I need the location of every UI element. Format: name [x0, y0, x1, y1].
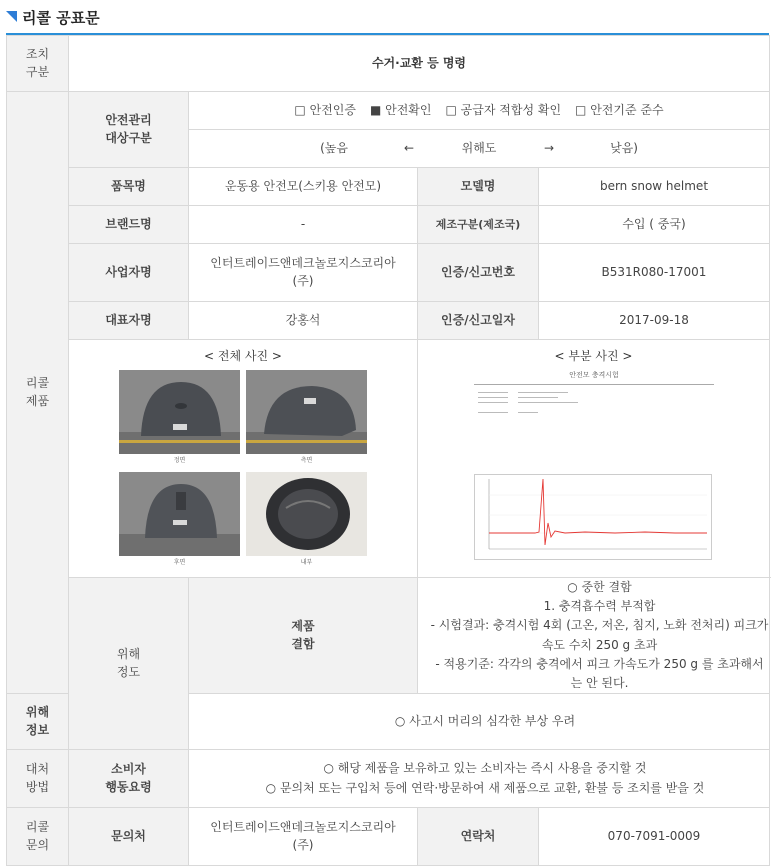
hazard-section-label: 위해 정도: [69, 578, 189, 750]
hazard-scale: [189, 130, 770, 168]
item-label: 품목명: [69, 168, 189, 206]
page-header: [6, 6, 100, 28]
helmet-side-photo: [246, 370, 367, 454]
item-value: 운동용 안전모(스키용 안전모): [189, 168, 418, 206]
action-label: 조치 구분: [7, 36, 69, 92]
safety-option-standard: □ 안전기준 준수: [575, 102, 664, 117]
hazard-low: 낮음): [610, 140, 638, 155]
caption-inside: 내부: [300, 559, 313, 566]
helmet-front-image: [119, 370, 240, 454]
defect-line-1: ○ 중한 결함: [567, 580, 632, 594]
full-photo-panel: [69, 340, 418, 578]
consumer-label: 소비자 행동요령: [69, 750, 189, 808]
consumer-line-2: ○ 문의처 또는 구입처 등에 연락·방문하여 새 제품으로 교환, 환불 등 조치를 받을 것: [265, 780, 705, 795]
cert-no-value: B531R080-17001: [539, 244, 770, 302]
safety-option-confirm: ■ 안전확인: [369, 102, 432, 117]
arrow-left-icon: ←: [403, 140, 415, 155]
helmet-inside-image: [246, 472, 367, 556]
triangle-marker-icon: [6, 11, 17, 22]
helmet-inside-photo: [246, 472, 367, 556]
hazard-info-value: ○ 사고시 머리의 심각한 부상 우려: [189, 694, 770, 750]
helmet-back-image: [119, 472, 240, 556]
inquiry-row: [7, 808, 770, 866]
inquiry-section-label: 리콜 문의: [7, 808, 69, 866]
ceo-label: 대표자명: [69, 302, 189, 340]
safety-option-supplier: □ 공급자 적합성 확인: [445, 102, 562, 117]
contact-value: 인터트레이드앤데크놀로지스코리아 (주): [189, 808, 418, 866]
helmet-front-photo: [119, 370, 240, 454]
cert-date-value: 2017-09-18: [539, 302, 770, 340]
ceo-row: [7, 302, 770, 340]
action-value: 수거·교환 등 명령: [69, 36, 770, 92]
hazard-high: (높음: [320, 140, 348, 155]
consumer-row: [7, 750, 770, 808]
full-photo-title: < 전체 사진 >: [204, 349, 282, 363]
acceleration-chart: [474, 474, 712, 560]
safety-label: 안전관리 대상구분: [69, 92, 189, 168]
response-section-label: 대처 방법: [7, 750, 69, 808]
defect-line-2: 1. 충격흡수력 부적합: [543, 599, 656, 614]
defect-label: 제품 결함: [189, 578, 418, 694]
brand-label: 브랜드명: [69, 206, 189, 244]
origin-value: 수입 ( 중국): [539, 206, 770, 244]
cert-date-label: 인증/신고일자: [418, 302, 539, 340]
defect-line-4: - 적용기준: 각각의 충격에서 피크 가속도가 250 g 를 초과해서는 안 된다.: [435, 656, 764, 690]
safety-option-cert: □ 안전인증: [294, 102, 356, 117]
brand-row: [7, 206, 770, 244]
phone-label: 연락처: [418, 808, 539, 866]
action-row: [7, 36, 770, 92]
caption-back: 후면: [173, 559, 186, 566]
test-report-title: 안전모 충격시험: [569, 371, 619, 379]
acceleration-chart-image: [475, 475, 713, 561]
part-photo-panel: [418, 340, 770, 578]
defect-description: [418, 578, 770, 694]
ceo-value: 강홍석: [189, 302, 418, 340]
brand-value: -: [189, 206, 418, 244]
contact-label: 문의처: [69, 808, 189, 866]
consumer-line-1: ○ 해당 제품을 보유하고 있는 소비자는 즉시 사용을 중지할 것: [323, 761, 647, 776]
origin-label: 제조구분(제조국): [418, 206, 539, 244]
safety-options: [189, 92, 770, 130]
item-row: [7, 168, 770, 206]
company-row: [7, 244, 770, 302]
arrow-right-icon: →: [543, 140, 555, 155]
product-section-label: 리콜 제품: [7, 92, 69, 694]
caption-front: 정면: [173, 457, 186, 464]
caption-side: 측면: [300, 457, 313, 464]
model-label: 모델명: [418, 168, 539, 206]
consumer-guidance: [189, 750, 770, 808]
hazard-mid: 위해도: [461, 140, 497, 155]
phone-value: 070-7091-0009: [539, 808, 770, 866]
page-title: 리콜 공표문: [22, 8, 100, 27]
defect-row: [7, 578, 770, 694]
helmet-side-image: [246, 370, 367, 454]
helmet-back-photo: [119, 472, 240, 556]
photo-row: [7, 340, 770, 578]
company-value: 인터트레이드앤데크놀로지스코리아 (주): [189, 244, 418, 302]
hazard-info-label: 위해 정보: [7, 694, 69, 750]
cert-no-label: 인증/신고번호: [418, 244, 539, 302]
safety-row: [7, 92, 770, 130]
model-value: bern snow helmet: [539, 168, 770, 206]
recall-table: [6, 35, 770, 866]
defect-line-3: - 시험결과: 충격시험 4회 (고온, 저온, 침지, 노화 전처리) 피크가속도 수치 250 g 초과: [430, 618, 769, 652]
test-report-document: [474, 370, 714, 430]
part-photo-title: < 부분 사진 >: [554, 349, 633, 363]
company-label: 사업자명: [69, 244, 189, 302]
